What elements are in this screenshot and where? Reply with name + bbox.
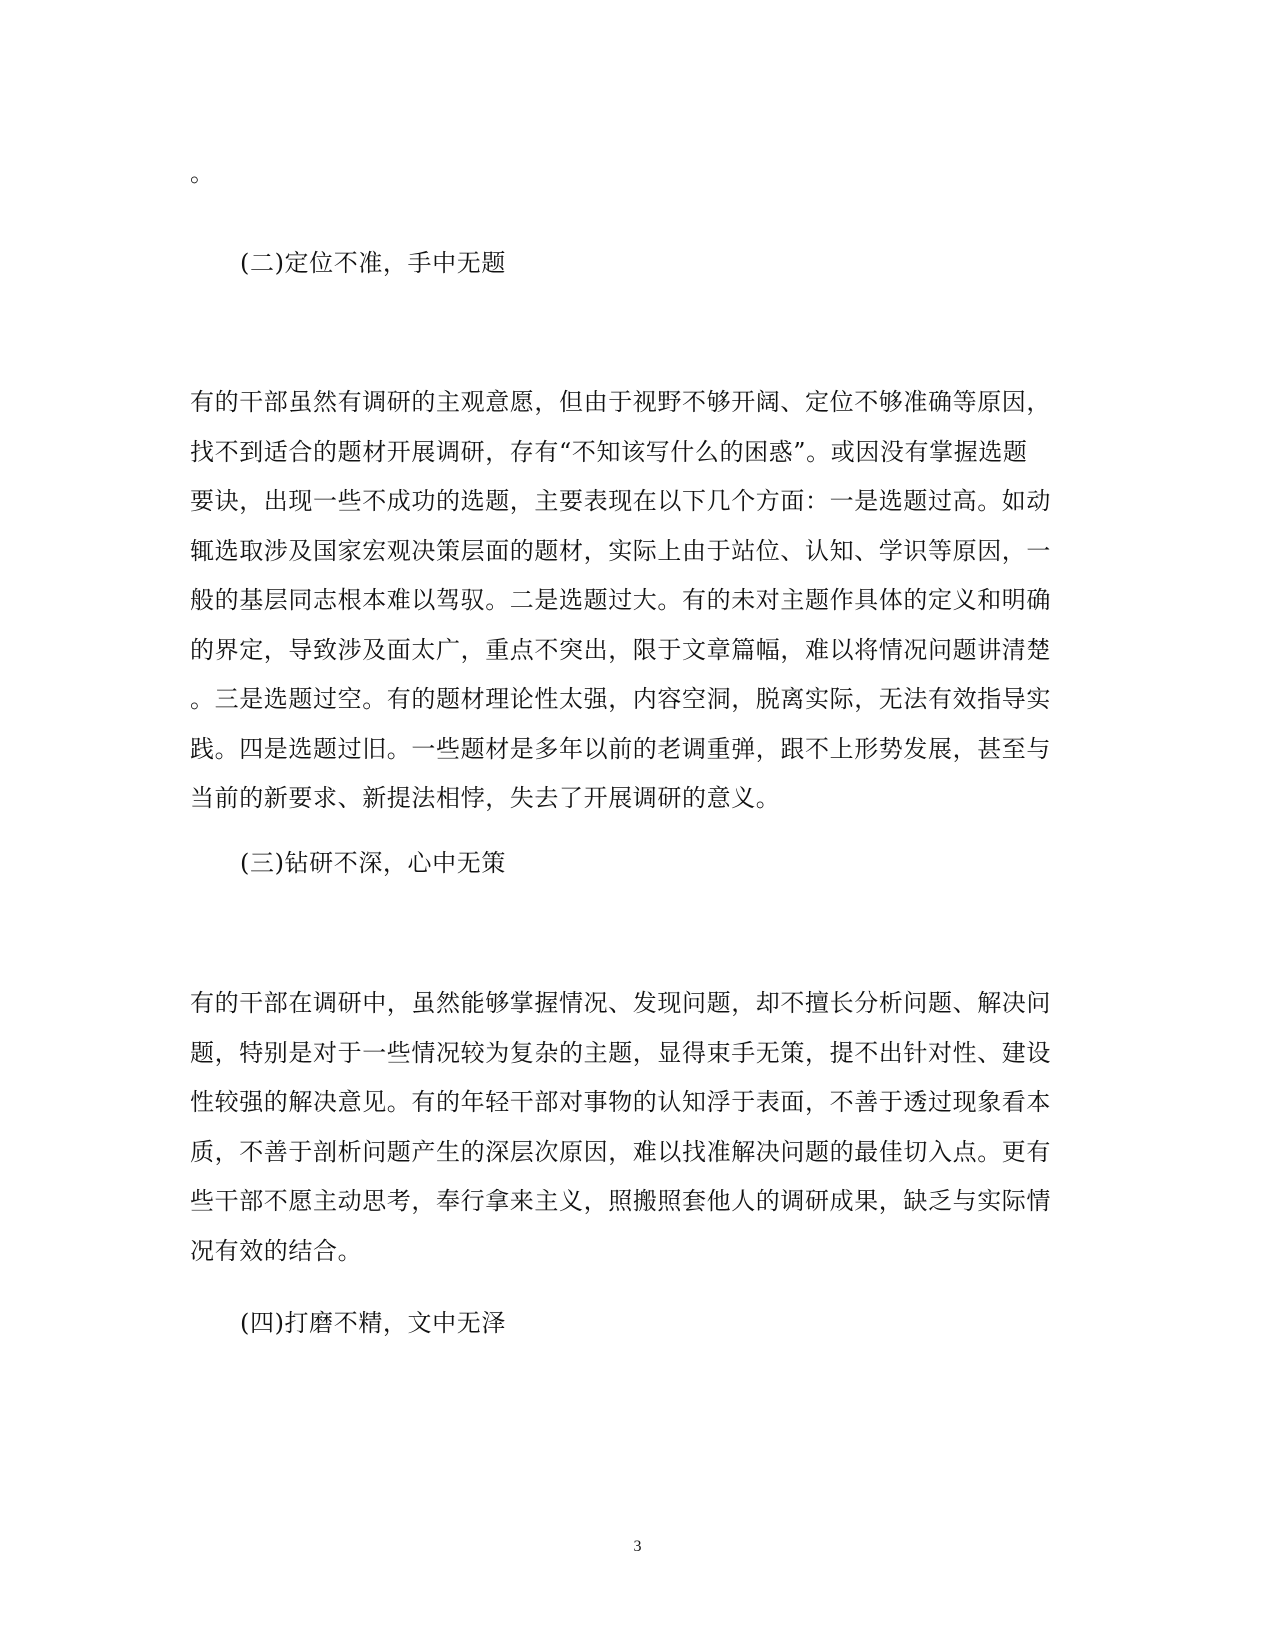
paragraph-line: 辄选取涉及国家宏观决策层面的题材，实际上由于站位、认知、学识等原因，一	[190, 536, 1051, 565]
section-heading-2: (二)定位不准，手中无题	[240, 249, 506, 277]
section-3-paragraph	[190, 988, 1051, 1285]
paragraph-line: 些干部不愿主动思考，奉行拿来主义，照搬照套他人的调研成果，缺乏与实际情	[190, 1187, 1051, 1215]
paragraph-line: 找不到适合的题材开展调研，存有“不知该写什么的困惑”。或因没有掌握选题	[190, 437, 1028, 466]
paragraph-line: 题，特别是对于一些情况较为复杂的主题，显得束手无策，提不出针对性、建设	[190, 1038, 1051, 1067]
paragraph-line: 性较强的解决意见。有的年轻干部对事物的认知浮于表面，不善于透过现象看本	[190, 1088, 1051, 1116]
paragraph-line: 践。四是选题过旧。一些题材是多年以前的老调重弹，跟不上形势发展，甚至与	[190, 734, 1051, 763]
paragraph-line: 况有效的结合。	[190, 1236, 363, 1265]
leading-fragment: 。	[190, 159, 215, 187]
paragraph-line: 质，不善于剖析问题产生的深层次原因，难以找准解决问题的最佳切入点。更有	[190, 1137, 1051, 1166]
section-heading-3: (三)钻研不深，心中无策	[240, 849, 506, 877]
paragraph-line: 要诀，出现一些不成功的选题，主要表现在以下几个方面：一是选题过高。如动	[190, 487, 1051, 515]
paragraph-line: 般的基层同志根本难以驾驭。二是选题过大。有的未对主题作具体的定义和明确	[190, 586, 1051, 614]
page-number: 3	[633, 1538, 642, 1555]
section-heading-4: (四)打磨不精，文中无泽	[240, 1309, 506, 1337]
paragraph-line: 有的干部在调研中，虽然能够掌握情况、发现问题，却不擅长分析问题、解决问	[190, 989, 1051, 1017]
paragraph-line: 当前的新要求、新提法相悖，失去了开展调研的意义。	[190, 784, 781, 812]
paragraph-line: 有的干部虽然有调研的主观意愿，但由于视野不够开阔、定位不够准确等原因，	[190, 388, 1051, 416]
paragraph-line: 的界定，导致涉及面太广，重点不突出，限于文章篇幅，难以将情况问题讲清楚	[190, 635, 1051, 664]
paragraph-line: 。三是选题过空。有的题材理论性太强，内容空洞，脱离实际，无法有效指导实	[190, 685, 1051, 713]
section-2-paragraph	[190, 387, 1051, 833]
